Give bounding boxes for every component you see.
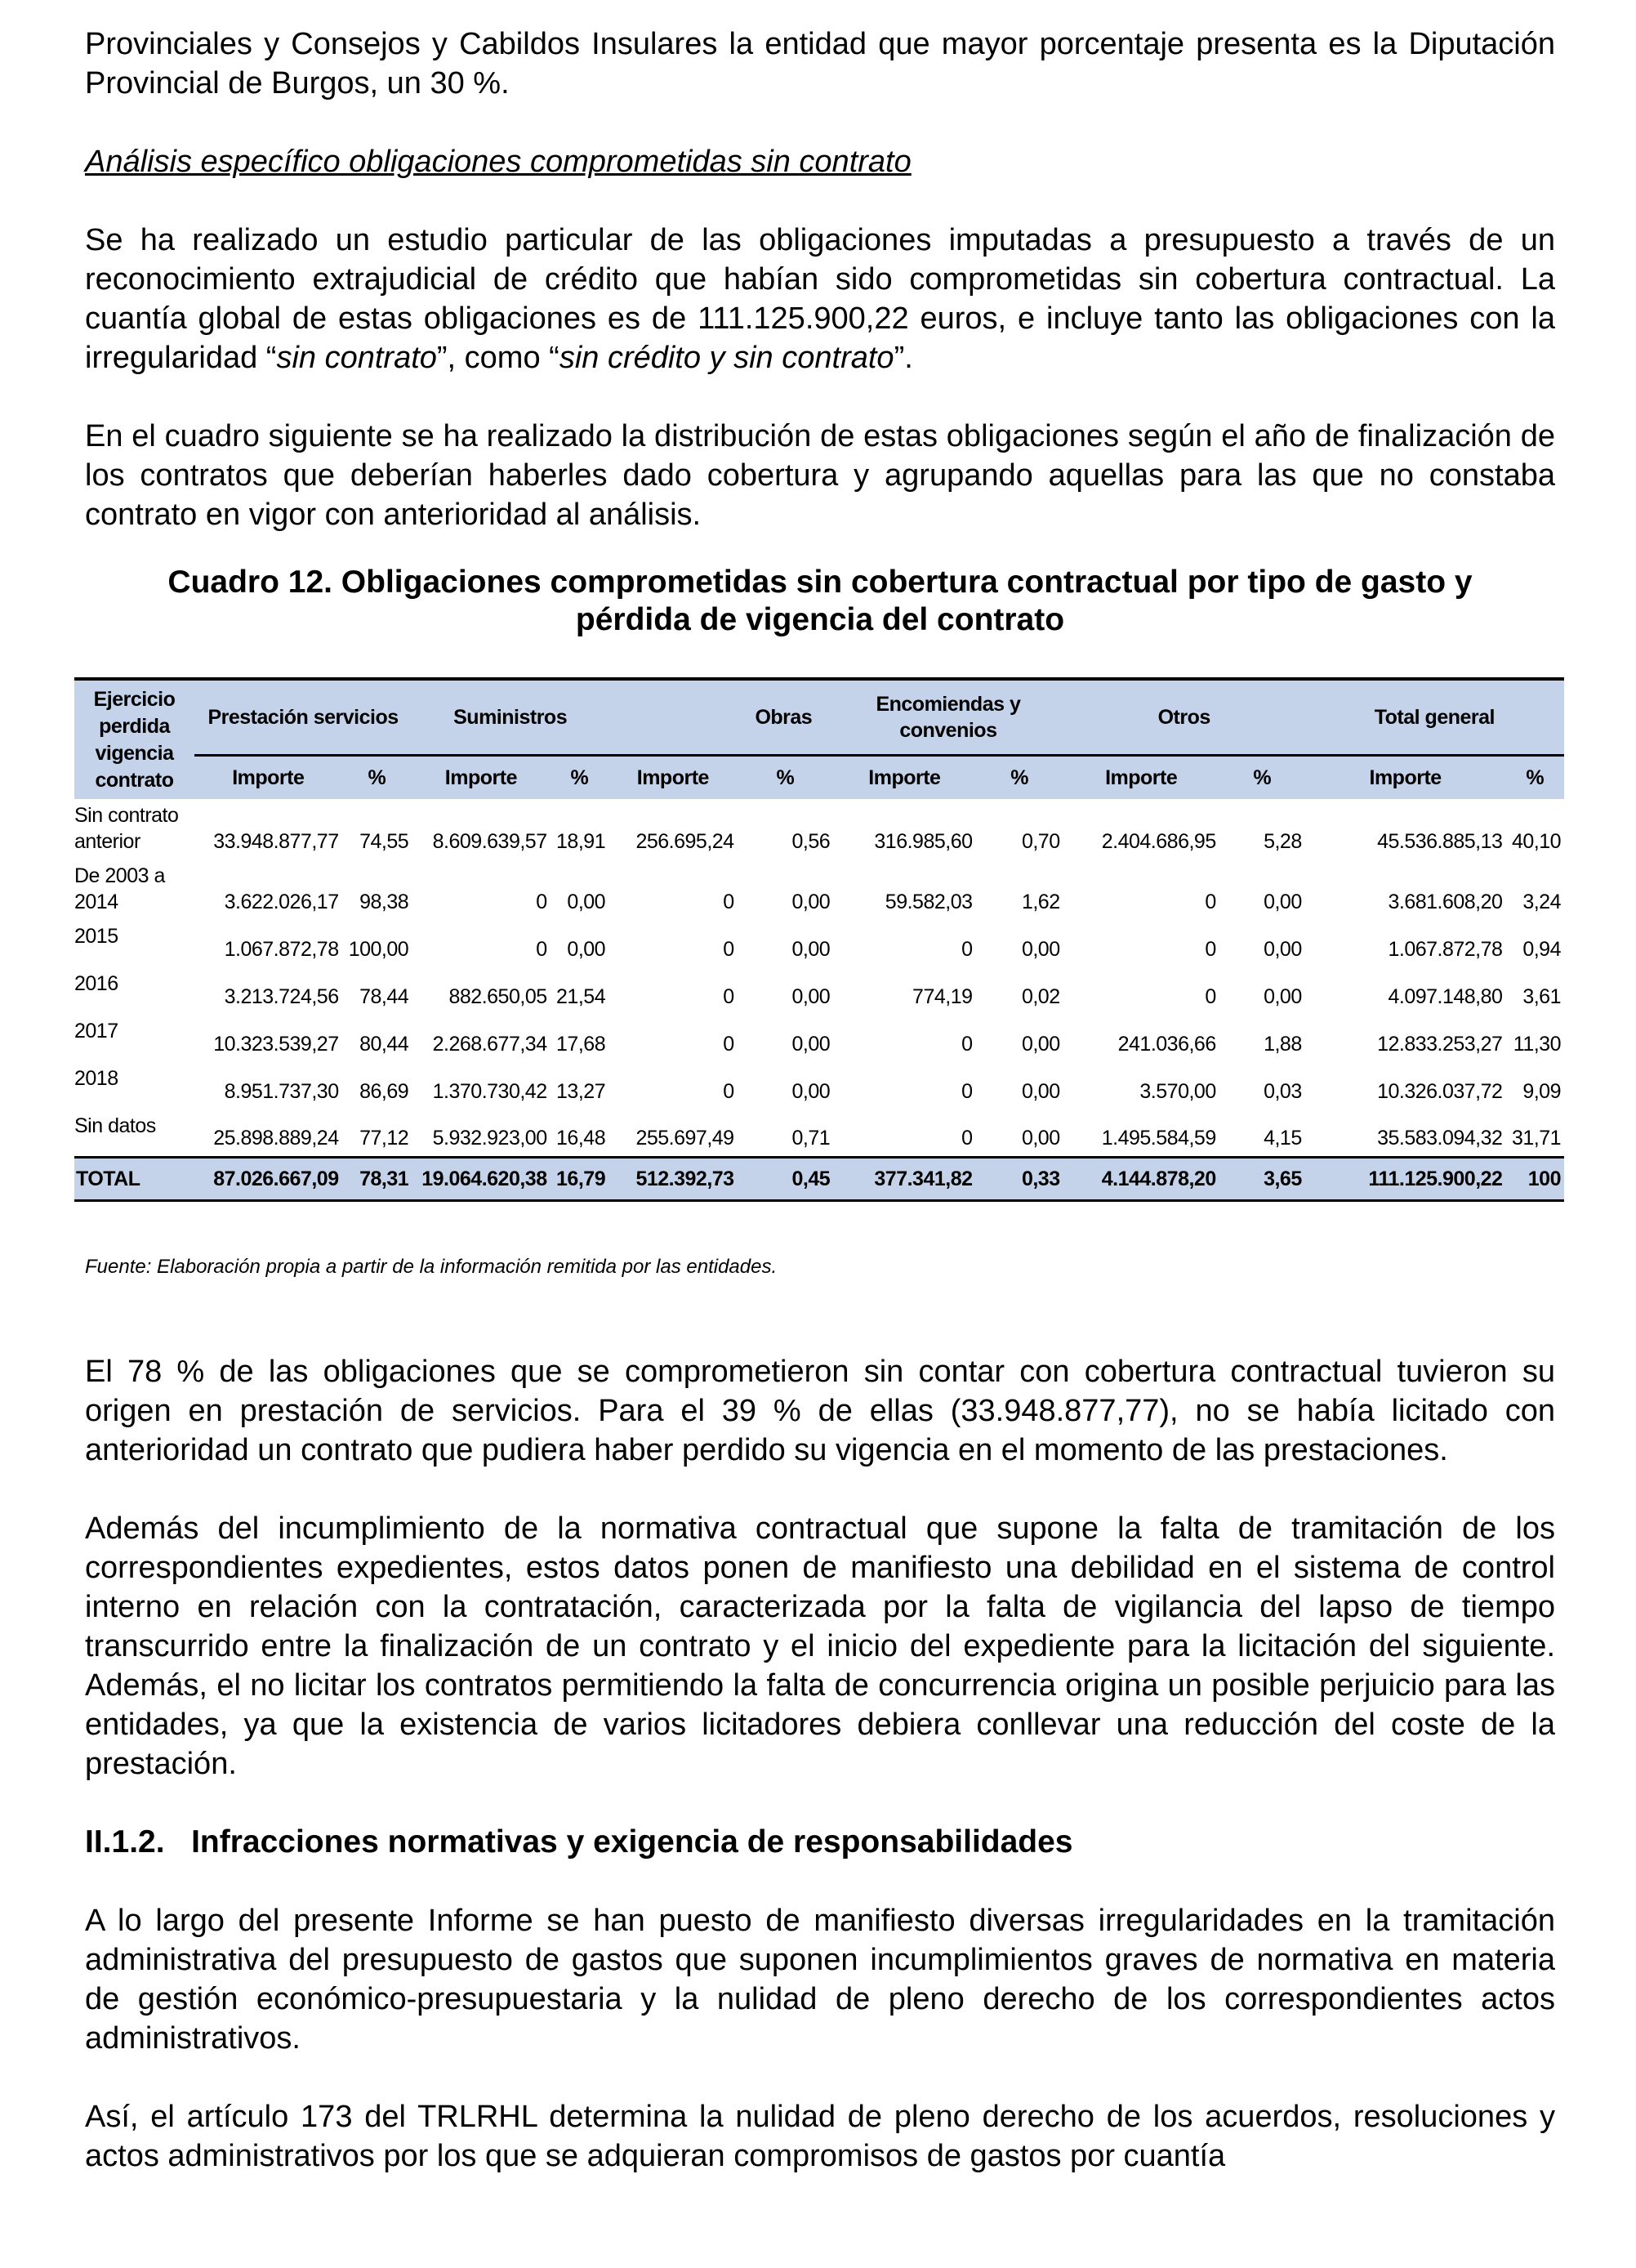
paragraph-ademas: Además del incumplimiento de la normativa contractual que supone la falta de tramitación de los correspondientes expedientes, estos datos ponen de manifiesto una debilidad en el sistema de control interno en relación con la contratación, caracterizada por la falta de vigilancia del lapso de tiempo transcurrido entre la finalización de un contrato y el inicio del expediente para la licitación del siguiente. Además, el no licitar los contratos permitiendo la falta de concurrencia origina un posible perjuicio para las entidades, ya que la existencia de varios licitadores debiera conllevar una reducción del coste de la prestación. xyxy=(85,1511,1555,1781)
table-cell: 1.067.872,78 xyxy=(1388,938,1503,961)
table-cell: 59.582,03 xyxy=(885,891,973,913)
table-header-row-sub xyxy=(74,756,1564,800)
table-cell: 0,70 xyxy=(1021,830,1060,853)
table-cell: 0 xyxy=(536,938,547,961)
table-cell: 3.622.026,17 xyxy=(224,891,339,913)
table-row xyxy=(74,799,1564,859)
header-ejercicio: Ejercicio perdida vigencia contrato xyxy=(74,679,194,799)
table-cell: 0 xyxy=(536,891,547,913)
table-row xyxy=(74,920,1564,967)
total-cell: 0,45 xyxy=(738,1157,834,1200)
table-cell: 0,00 xyxy=(1264,891,1302,913)
table-cell: 11,30 xyxy=(1513,1033,1561,1056)
total-cell: 16,79 xyxy=(551,1157,608,1200)
table-cell: 98,38 xyxy=(359,891,409,913)
table-cell: 3.570,00 xyxy=(1139,1080,1216,1103)
table-cell: 25.898.889,24 xyxy=(213,1126,339,1150)
table-cell: 0 xyxy=(1205,891,1216,913)
table-cell: 78,44 xyxy=(359,985,409,1008)
sub-pct: % xyxy=(342,756,412,800)
paragraph-articulo: Así, el artículo 173 del TRLRHL determina la nulidad de pleno derecho de los acuerdos, resoluciones y actos administrativos por los que se adquieran compromisos de gastos por cuantía xyxy=(85,2100,1555,2173)
table-cell: 3.681.608,20 xyxy=(1388,891,1503,913)
table-cell: 0,94 xyxy=(1522,938,1561,961)
total-cell: 4.144.878,20 xyxy=(1063,1157,1219,1200)
row-label: 2015 xyxy=(74,925,118,948)
table-cell: 0,00 xyxy=(1021,1126,1060,1150)
sub-pct: % xyxy=(1505,756,1564,800)
paragraph-78: El 78 % de las obligaciones que se comprometieron sin contar con cobertura contractual tuvieron su origen en prestación de servicios. Para el 39 % de ellas (33.948.877,77), no se había licitado con anterioridad un contrato que pudiera haber perdido su vigencia en el momento de las prestaciones. xyxy=(85,1355,1555,1467)
table-cell: 5,28 xyxy=(1264,830,1302,853)
table-cell: 3,24 xyxy=(1522,891,1561,913)
table-cell: 74,55 xyxy=(359,830,409,853)
lower-text xyxy=(85,1352,1555,2176)
table-cell: 0 xyxy=(723,1080,734,1103)
header-total-general: Total general xyxy=(1305,679,1564,756)
table-cell: 0,00 xyxy=(1021,938,1060,961)
total-cell: 87.026.667,09 xyxy=(194,1157,342,1200)
table-source: Fuente: Elaboración propia a partir de la información remitida por las entidades. xyxy=(85,1256,778,1278)
table-cell: 86,69 xyxy=(359,1080,409,1103)
table-cell: 1.067.872,78 xyxy=(224,938,339,961)
table-cell: 0,03 xyxy=(1264,1080,1302,1103)
table-cell: 4.097.148,80 xyxy=(1388,985,1503,1008)
p2-text-b: ”, como “ xyxy=(436,341,559,375)
upper-text xyxy=(85,25,1555,639)
table-cell: 0 xyxy=(961,1126,973,1150)
sub-pct: % xyxy=(551,756,608,800)
row-label: 2016 xyxy=(74,972,118,995)
p2-text-c: ”. xyxy=(894,341,913,375)
table-cell: 0 xyxy=(961,1080,973,1103)
row-label: Sin datos xyxy=(74,1114,156,1137)
sub-pct: % xyxy=(1219,756,1305,800)
table-cell: 0 xyxy=(1205,938,1216,961)
table-cell: 16,48 xyxy=(556,1126,606,1150)
table-cell: 1.370.730,42 xyxy=(432,1080,547,1103)
sub-importe: Importe xyxy=(1305,756,1506,800)
table-total-row xyxy=(74,1157,1564,1200)
total-cell: 100 xyxy=(1505,1157,1564,1200)
table-cell: 4,15 xyxy=(1264,1126,1302,1150)
table-cell: 77,12 xyxy=(359,1126,409,1150)
table-cell: 1.495.584,59 xyxy=(1101,1126,1216,1150)
table-cell: 316.985,60 xyxy=(874,830,973,853)
table-cell: 0,00 xyxy=(791,938,831,961)
p2-italic-sin-contrato: sin contrato xyxy=(276,341,437,375)
table-cell: 31,71 xyxy=(1511,1126,1561,1150)
table-cell: 3.213.724,56 xyxy=(224,985,339,1008)
table-cell: 10.323.539,27 xyxy=(213,1033,339,1056)
table-row xyxy=(74,1109,1564,1157)
table-caption xyxy=(85,564,1555,639)
table-cell: 8.951.737,30 xyxy=(224,1080,339,1103)
table-cell: 2.404.686,95 xyxy=(1101,830,1216,853)
paragraph-estudio xyxy=(85,221,1555,377)
sub-importe: Importe xyxy=(194,756,342,800)
sub-importe: Importe xyxy=(608,756,738,800)
table-cell: 0,71 xyxy=(791,1126,831,1150)
table-cell: 0 xyxy=(1205,985,1216,1008)
header-obras: Obras xyxy=(608,679,833,756)
table-cell: 0,02 xyxy=(1021,985,1060,1008)
sub-importe: Importe xyxy=(412,756,550,800)
paragraph-cuadro: En el cuadro siguiente se ha realizado la distribución de estas obligaciones según el año de finalización de los contratos que deberían haberles dado cobertura y agrupando aquellas para las que no constaba contrato en vigor con anterioridad al análisis. xyxy=(85,419,1555,532)
table-cell: 21,54 xyxy=(556,985,606,1008)
sub-importe: Importe xyxy=(1063,756,1219,800)
total-label: TOTAL xyxy=(74,1157,194,1200)
table-row xyxy=(74,967,1564,1015)
table-cell: 0,00 xyxy=(791,1080,831,1103)
subheading-analisis: Análisis específico obligaciones comprometidas sin contrato xyxy=(85,145,912,179)
table-cell: 0,00 xyxy=(1021,1080,1060,1103)
table-cell: 17,68 xyxy=(556,1033,606,1056)
table-row xyxy=(74,1062,1564,1109)
table-cell: 0,00 xyxy=(1264,985,1302,1008)
p2-italic-sin-credito: sin crédito y sin contrato xyxy=(559,341,894,375)
table-cell: 80,44 xyxy=(359,1033,409,1056)
table-cell: 13,27 xyxy=(556,1080,606,1103)
table-cell: 100,00 xyxy=(348,938,409,961)
table-cell: 0 xyxy=(723,891,734,913)
table-cell: 1,88 xyxy=(1264,1033,1302,1056)
table-cell: 35.583.094,32 xyxy=(1377,1126,1503,1150)
paragraph-irregularidades: A lo largo del presente Informe se han puesto de manifiesto diversas irregularidades en la tramitación administrativa del presupuesto de gastos que suponen incumplimientos graves de normativa en materia de gestión económico-presupuestaria y la nulidad de pleno derecho de los correspondientes actos administrativos. xyxy=(85,1904,1555,2056)
section-heading: II.1.2. Infracciones normativas y exigencia de responsabilidades xyxy=(85,1824,1073,1859)
table-cell: 241.036,66 xyxy=(1117,1033,1216,1056)
sub-importe: Importe xyxy=(833,756,975,800)
table-cell: 0,00 xyxy=(567,891,606,913)
table-cell: 0 xyxy=(723,938,734,961)
p2-text-a: Se ha realizado un estudio particular de las obligaciones imputadas a presupuesto a través de un reconocimiento extrajudicial de crédito que habían sido comprometidas sin cobertura contractual. La cuantía global de estas obligaciones es de 111.125.900,22 euros, e incluye tanto las obligaciones con la irregularidad “ xyxy=(85,223,1555,375)
table-cell: 10.326.037,72 xyxy=(1377,1080,1503,1103)
row-label: 2017 xyxy=(74,1020,118,1042)
table-cell: 5.932.923,00 xyxy=(432,1126,547,1150)
total-cell: 3,65 xyxy=(1219,1157,1305,1200)
table-cell: 0,00 xyxy=(1021,1033,1060,1056)
total-cell: 512.392,73 xyxy=(608,1157,738,1200)
total-cell: 377.341,82 xyxy=(833,1157,975,1200)
obligaciones-table xyxy=(74,677,1564,1202)
total-cell: 0,33 xyxy=(976,1157,1063,1200)
table-cell: 0,00 xyxy=(791,985,831,1008)
table-cell: 255.697,49 xyxy=(635,1126,734,1150)
table-cell: 0 xyxy=(723,1033,734,1056)
table-cell: 2.268.677,34 xyxy=(432,1033,547,1056)
row-label: Sin contrato anterior xyxy=(74,804,179,853)
header-prestacion: Prestación servicios xyxy=(194,679,412,756)
table-cell: 0 xyxy=(961,1033,973,1056)
header-encomiendas: Encomiendas y convenios xyxy=(833,679,1063,756)
sub-pct: % xyxy=(976,756,1063,800)
row-label: 2018 xyxy=(74,1067,118,1090)
table-cell: 8.609.639,57 xyxy=(432,830,547,853)
table-cell: 3,61 xyxy=(1522,985,1561,1008)
table-cell: 882.650,05 xyxy=(448,985,547,1008)
table-cell: 12.833.253,27 xyxy=(1377,1033,1503,1056)
total-cell: 111.125.900,22 xyxy=(1305,1157,1506,1200)
total-cell: 78,31 xyxy=(342,1157,412,1200)
caption-line-2: pérdida de vigencia del contrato xyxy=(575,602,1065,637)
total-cell: 19.064.620,38 xyxy=(412,1157,550,1200)
table-cell: 0 xyxy=(961,938,973,961)
row-label: De 2003 a 2014 xyxy=(74,864,165,913)
table-cell: 18,91 xyxy=(556,830,606,853)
table-container xyxy=(74,677,1564,1202)
table-header-row-groups xyxy=(74,679,1564,756)
table-cell: 0 xyxy=(723,985,734,1008)
table-cell: 256.695,24 xyxy=(635,830,734,853)
table-cell: 0,00 xyxy=(791,1033,831,1056)
table-cell: 1,62 xyxy=(1021,891,1060,913)
table-row xyxy=(74,859,1564,920)
table-cell: 0,00 xyxy=(1264,938,1302,961)
table-row xyxy=(74,1015,1564,1062)
table-cell: 9,09 xyxy=(1522,1080,1561,1103)
table-cell: 40,10 xyxy=(1511,830,1561,853)
table-cell: 0,00 xyxy=(791,891,831,913)
caption-line-1: Cuadro 12. Obligaciones comprometidas sin cobertura contractual por tipo de gasto y xyxy=(167,565,1473,600)
header-otros: Otros xyxy=(1063,679,1305,756)
paragraph-intro: Provinciales y Consejos y Cabildos Insulares la entidad que mayor porcentaje presenta es la Diputación Provincial de Burgos, un 30 %. xyxy=(85,27,1555,100)
table-cell: 0,56 xyxy=(791,830,831,853)
header-suministros: Suministros xyxy=(412,679,608,756)
table-cell: 45.536.885,13 xyxy=(1377,830,1503,853)
table-cell: 0,00 xyxy=(567,938,606,961)
table-cell: 33.948.877,77 xyxy=(213,830,339,853)
sub-pct: % xyxy=(738,756,834,800)
table-cell: 774,19 xyxy=(912,985,973,1008)
